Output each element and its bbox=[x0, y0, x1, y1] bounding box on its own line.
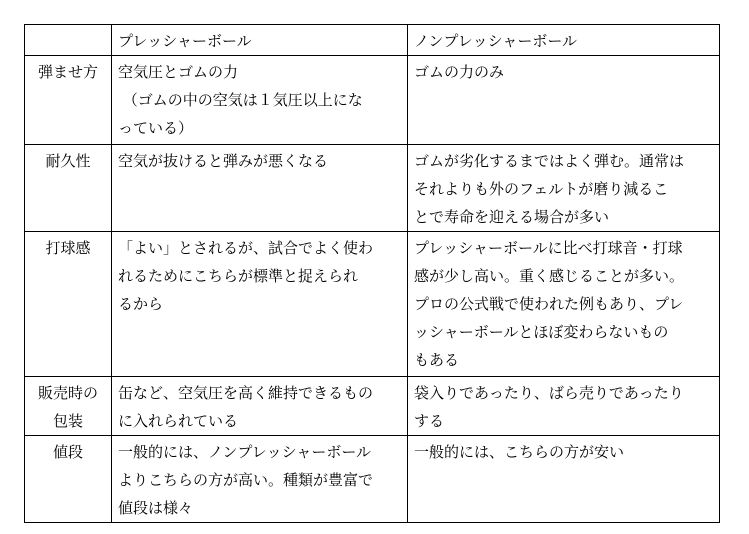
header-nonpressure-ball: ノンプレッシャーボール bbox=[408, 25, 720, 56]
nonpressure-cell: 袋入りであったり、ばら売りであったり する bbox=[408, 377, 720, 436]
row-label: 打球感 bbox=[25, 232, 112, 377]
pressure-cell: 「よい」とされるが、試合でよく使わ れるためにこちらが標準と捉えられ るから bbox=[112, 232, 408, 377]
header-corner-cell bbox=[25, 25, 112, 56]
nonpressure-cell: ゴムの力のみ bbox=[408, 56, 720, 145]
pressure-cell: 一般的には、ノンプレッシャーボール よりこちらの方が高い。種類が豊富で 値段は様々 bbox=[112, 436, 408, 523]
pressure-cell: 空気圧とゴムの力 （ゴムの中の空気は１気圧以上にな っている） bbox=[112, 56, 408, 145]
row-label: 値段 bbox=[25, 436, 112, 523]
table-row bbox=[25, 436, 720, 523]
header-pressure-ball: プレッシャーボール bbox=[112, 25, 408, 56]
table-row bbox=[25, 145, 720, 232]
table-row bbox=[25, 56, 720, 145]
row-label: 弾ませ方 bbox=[25, 56, 112, 145]
table-header-row bbox=[25, 25, 720, 56]
nonpressure-cell: 一般的には、こちらの方が安い bbox=[408, 436, 720, 523]
pressure-cell: 空気が抜けると弾みが悪くなる bbox=[112, 145, 408, 232]
nonpressure-cell: ゴムが劣化するまではよく弾む。通常は それよりも外のフェルトが磨り減るこ とで寿命を迎える場合が多い bbox=[408, 145, 720, 232]
pressure-cell: 缶など、空気圧を高く維持できるもの に入れられている bbox=[112, 377, 408, 436]
nonpressure-cell: プレッシャーボールに比べ打球音・打球 感が少し高い。重く感じることが多い。 プロの公式戦で使われた例もあり、プレ ッシャーボールとほぼ変わらないもの もある bbox=[408, 232, 720, 377]
row-label: 販売時の 包装 bbox=[25, 377, 112, 436]
table-row bbox=[25, 232, 720, 377]
comparison-table bbox=[24, 24, 720, 523]
row-label: 耐久性 bbox=[25, 145, 112, 232]
table-row bbox=[25, 377, 720, 436]
